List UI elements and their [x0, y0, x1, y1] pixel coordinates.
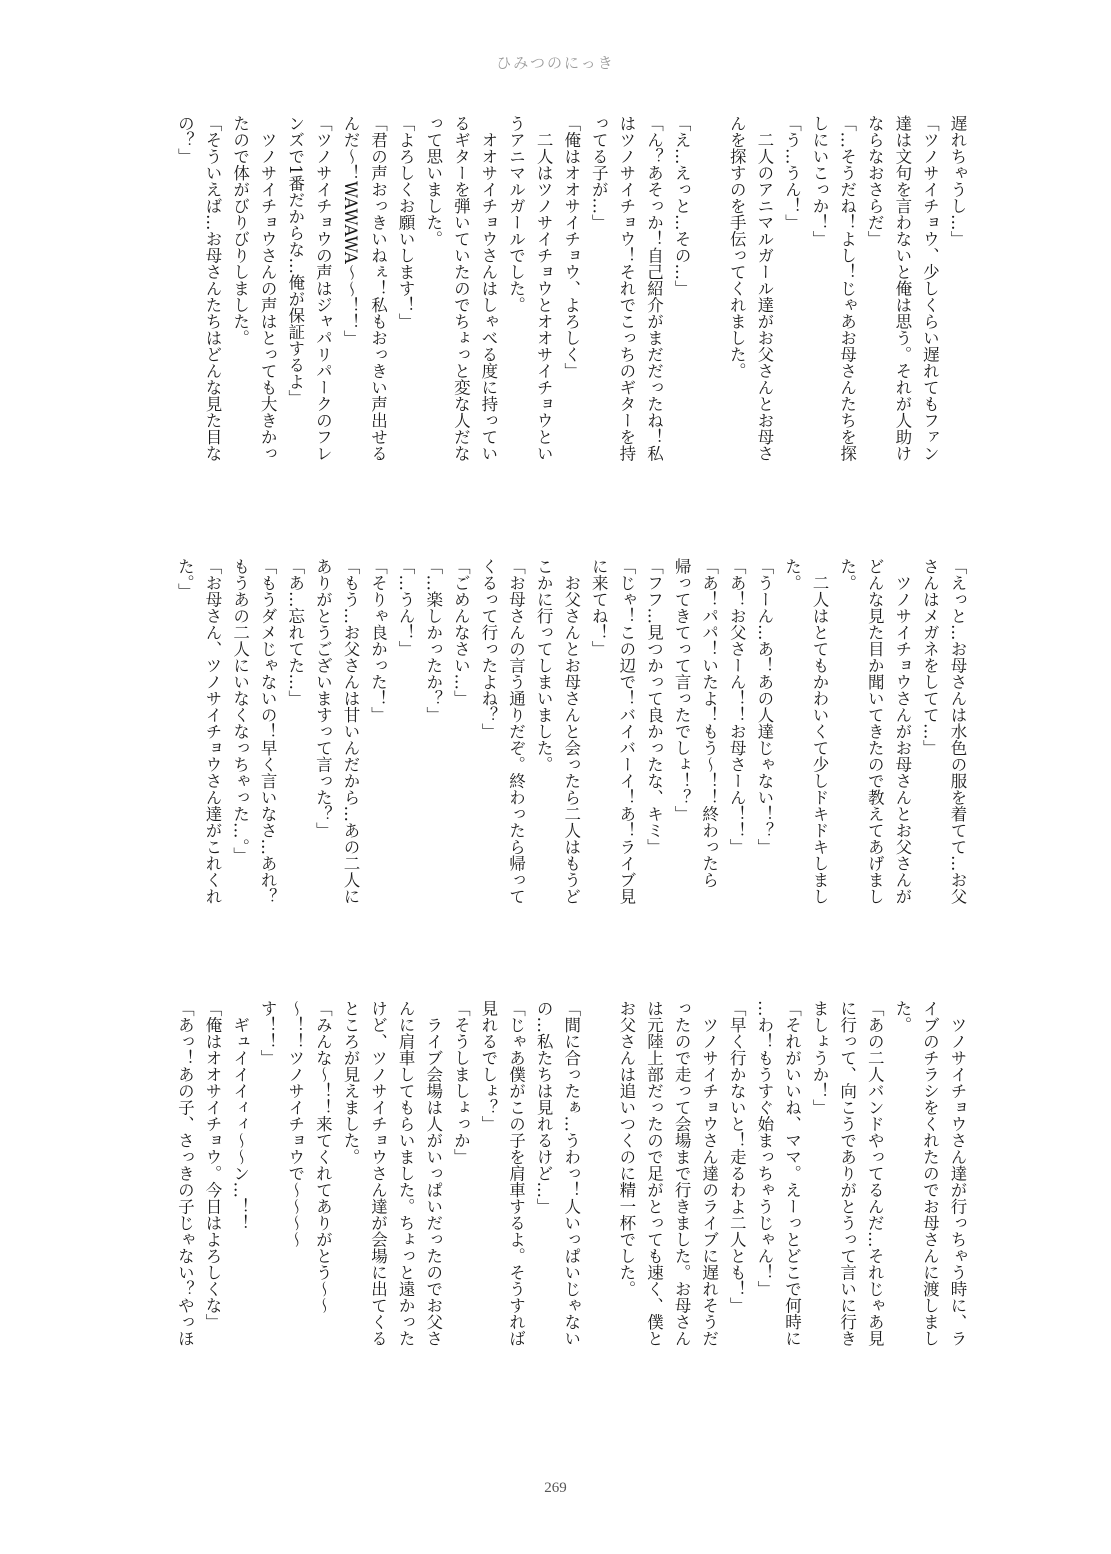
text-line: オオサイチョウさんはしゃべる度に持ってい [478, 115, 498, 462]
text-line: に来てね！」 [589, 558, 609, 657]
text-line: けど、ツノサイチョウさん達が会場に出てくる [368, 1000, 388, 1347]
text-line: ましょうか！」 [810, 1000, 830, 1116]
text-line: 二人はとてもかわいくて少しドキドキしまし [810, 558, 830, 905]
text-line: はツノサイチョウ！それでこっちのギターを持 [616, 115, 636, 462]
text-line: 「う…うん！」 [782, 115, 802, 231]
text-line: 「もうダメじゃないの！早く言いなさ…あれ？ [258, 558, 278, 905]
text-line: ツノサイチョウさんの声はとっても大きかっ [258, 115, 278, 462]
text-line [695, 115, 723, 545]
text-line: 「もう…お父さんは甘いんだから…あの二人に [340, 558, 360, 905]
text-line: 「ツノサイチョウの声はジャパリパークのフレ [313, 115, 333, 462]
text-line: た。」 [175, 558, 195, 600]
text-line: 「フフ…見つかって良かったな、キミ」 [644, 558, 664, 855]
text-line: ンズで1番だからな…俺が保証するよ」 [285, 115, 305, 406]
text-line: 「そういえば…お母さんたちはどんな見た目な [202, 115, 222, 462]
text-line: 「…楽しかったか？」 [423, 558, 443, 723]
text-line: たので体がびりびりしました。 [230, 115, 250, 346]
text-line: 「あ！お父さーん！！お母さーん！！」 [727, 558, 747, 855]
text-line: 「ツノサイチョウ、少しくらい遅れてもファン [920, 115, 940, 462]
text-line: こかに行ってしまいました。 [534, 558, 554, 773]
text-line: 「…そうだね！よし！じゃあお母さんたちを探 [837, 115, 857, 462]
text-line: 「よろしくお願いします！」 [396, 115, 416, 330]
text-line: す！！」 [258, 1000, 278, 1066]
text-line: 「ごめんなさい…」 [451, 558, 471, 707]
text-line: ったので走って会場まで行きました。お母さん [672, 1000, 692, 1347]
text-line: ならなおさらだ」 [865, 115, 885, 247]
text-block-lower [171, 1000, 971, 1420]
text-line: ありがとうございますって言った？」 [313, 558, 333, 839]
text-line: って思いました。 [423, 115, 443, 247]
text-block-middle [171, 558, 971, 958]
text-line: お父さんは追いつくのに精一杯でした。 [616, 1000, 636, 1297]
text-line: 遅れちゃうし…」 [948, 115, 967, 247]
text-line: 「お母さん、ツノサイチョウさん達がこれくれ [202, 558, 222, 905]
text-line: た。 [892, 1000, 912, 1033]
text-line: 達は文句を言わないと俺は思う。それが人助け [892, 115, 912, 462]
text-line: た。 [782, 558, 802, 591]
text-line [585, 1000, 613, 1420]
text-line: 「それがいいね、ママ。えーっとどこで何時に [782, 1000, 802, 1347]
text-line: 「そうしましょっか」 [451, 1000, 471, 1165]
text-line: 「俺はオオサイチョウ、よろしく」 [561, 115, 581, 379]
text-line: もうあの二人にいなくなっちゃった…。」 [230, 558, 250, 864]
text-line: ツノサイチョウさん達のライブに遅れそうだ [699, 1000, 719, 1347]
text-line: 帰ってきてって言ったでしょ！？」 [672, 558, 692, 822]
running-head: ひみつのにっき [496, 54, 615, 72]
text-line: 「お母さんの言う通りだぞ。終わったら帰って [506, 558, 526, 905]
text-line: 「あっ！あの子、さっきの子じゃない？やっほ [175, 1000, 195, 1347]
text-line: に行って、向こうでありがとうって言いに行き [837, 1000, 857, 1347]
text-line: 「じゃ！この辺で！バイバーイ！あ！ライブ見 [616, 558, 636, 905]
text-block-upper [171, 115, 971, 545]
text-line: 「みんな～！！来てくれてありがとう～～ [313, 1000, 333, 1314]
text-line: 「え…えっと…その…」 [672, 115, 692, 297]
text-line: んを探すのを手伝ってくれました。 [727, 115, 747, 379]
text-line: ってる子が…」 [589, 115, 609, 231]
text-line: 「えっと…お母さんは水色の服を着てて…お父 [948, 558, 967, 905]
text-line: …わ！もうすぐ始まっちゃうじゃん！」 [754, 1000, 774, 1297]
text-line: 「早く行かないと！走るわよ二人とも！」 [727, 1000, 747, 1314]
text-line: の…私たちは見れるけど…」 [534, 1000, 554, 1215]
text-line: さんはメガネをしてて…」 [920, 558, 940, 756]
text-line: 「間に合ったぁ…うわっ！人いっぱいじゃない [561, 1000, 581, 1347]
text-line: んだ～！WAWAWA～～！！」 [340, 115, 360, 347]
page-number: 269 [544, 1480, 567, 1496]
text-line: ギュイイイィィ～～ン…！！ [230, 1000, 250, 1231]
text-line: 「うーん…あ！あの人達じゃない！？」 [754, 558, 774, 855]
text-line: 二人のアニマルガール達がお父さんとお母さ [754, 115, 774, 462]
text-line: ～！！ツノサイチョウで～～～～ [285, 1000, 305, 1248]
text-line: ライブ会場は人がいっぱいだったのでお父さ [423, 1000, 443, 1347]
text-line: ツノサイチョウさん達が行っちゃう時に、ラ [948, 1000, 967, 1347]
text-line: どんな見た目か聞いてきたので教えてあげまし [865, 558, 885, 905]
text-line: 「…うん！」 [396, 558, 416, 657]
text-line: イブのチラシをくれたのでお母さんに渡しまし [920, 1000, 940, 1347]
text-line: た。 [837, 558, 857, 591]
text-line: 「じゃあ僕がこの子を肩車するよ。そうすれば [506, 1000, 526, 1347]
text-line: 二人はツノサイチョウとオオサイチョウとい [534, 115, 554, 462]
text-line: 「ん？あそっか！自己紹介がまだだったね！私 [644, 115, 664, 462]
text-line: うアニマルガールでした。 [506, 115, 526, 313]
text-line: るギターを弾いていたのでちょっと変な人だな [451, 115, 471, 462]
text-line: ツノサイチョウさんがお母さんとお父さんが [892, 558, 912, 905]
text-line: しにいこっか！」 [810, 115, 830, 247]
text-line: 「そりゃ良かった！」 [368, 558, 388, 723]
text-line: 「あ…忘れてた…」 [285, 558, 305, 707]
text-line: お父さんとお母さんと会ったら二人はもうど [561, 558, 581, 905]
text-line: 「あの二人バンドやってるんだ…それじゃあ見 [865, 1000, 885, 1347]
text-line: ところが見えました。 [340, 1000, 360, 1165]
text-line: 見れるでしょ？」 [478, 1000, 498, 1132]
text-line: は元陸上部だったので足がとっても速く、僕と [644, 1000, 664, 1347]
text-line: んに肩車してもらいました。ちょっと遠かった [396, 1000, 416, 1347]
text-line: 「あ！パパ！いたよ！もう～！！終わったら [699, 558, 719, 888]
text-line: 「君の声おっきいねぇ！私もおっきい声出せる [368, 115, 388, 462]
text-line: の？」 [175, 115, 195, 165]
text-line: くるって行ったよね？」 [478, 558, 498, 740]
text-line: 「俺はオオサイチョウ。今日はよろしくな」 [202, 1000, 222, 1330]
